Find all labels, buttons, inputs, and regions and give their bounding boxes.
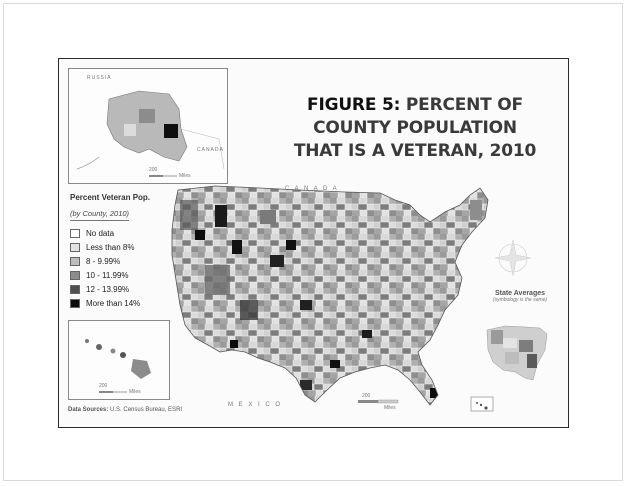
canada-label: C A N A D A xyxy=(285,186,339,192)
legend-swatch xyxy=(70,257,80,266)
hawaii-map xyxy=(69,321,171,401)
title-line-2: COUNTY POPULATION xyxy=(313,118,517,138)
hawaii-inset xyxy=(68,320,170,400)
state-averages-map xyxy=(487,326,547,380)
russia-label: RUSSIA xyxy=(87,75,112,81)
figure-title xyxy=(270,94,560,163)
legend-item-less-than-8 xyxy=(70,240,180,254)
hawaii-scale-label: 200 xyxy=(99,383,108,389)
sources-label: Data Sources: xyxy=(68,407,109,413)
canada-inset-label: CANADA xyxy=(197,147,224,153)
legend-swatch xyxy=(70,229,80,238)
state-averages-title: State Averages xyxy=(494,290,546,297)
legend-label: Less than 8% xyxy=(86,242,135,252)
legend-item-10-12 xyxy=(70,268,180,282)
legend-item-more-than-14 xyxy=(70,296,180,310)
alaska-scale-unit: Miles xyxy=(179,173,191,179)
legend-label: 8 - 9.99% xyxy=(86,256,121,266)
state-averages xyxy=(480,290,560,303)
legend-item-8-10 xyxy=(70,254,180,268)
legend-label: More than 14% xyxy=(86,298,141,308)
sources-value: U.S. Census Bureau, ESRI xyxy=(110,407,183,413)
legend-swatch xyxy=(70,299,80,308)
legend-item-no-data xyxy=(70,226,180,240)
main-scale-unit: Miles xyxy=(384,405,396,411)
data-sources xyxy=(68,407,182,413)
legend-swatch xyxy=(70,243,80,252)
legend-label: 12 - 13.99% xyxy=(86,284,130,294)
compass-rose-icon xyxy=(495,240,531,276)
legend xyxy=(70,193,180,310)
main-scale-bar xyxy=(358,400,398,403)
title-line-3: THAT IS A VETERAN, 2010 xyxy=(293,141,537,161)
figure-number: FIGURE 5: xyxy=(307,95,401,115)
legend-label: No data xyxy=(86,228,115,238)
legend-subtitle: (by County, 2010) xyxy=(70,209,129,221)
title-line-1: PERCENT OF xyxy=(405,95,523,115)
alaska-scale-label: 200 xyxy=(149,167,158,173)
alaska-inset xyxy=(68,68,228,184)
state-averages-subtitle: (symbology is the same) xyxy=(492,297,548,303)
legend-label: 10 - 11.99% xyxy=(86,270,129,280)
legend-title: Percent Veteran Pop. xyxy=(70,193,151,202)
legend-swatch xyxy=(70,271,80,280)
hawaii-scale-unit: Miles xyxy=(129,389,141,395)
main-scale-label: 200 xyxy=(362,393,371,399)
legend-swatch xyxy=(70,285,80,294)
hawaii-mini-box xyxy=(471,397,493,411)
legend-item-12-14 xyxy=(70,282,180,296)
mexico-label: M E X I C O xyxy=(228,402,283,408)
